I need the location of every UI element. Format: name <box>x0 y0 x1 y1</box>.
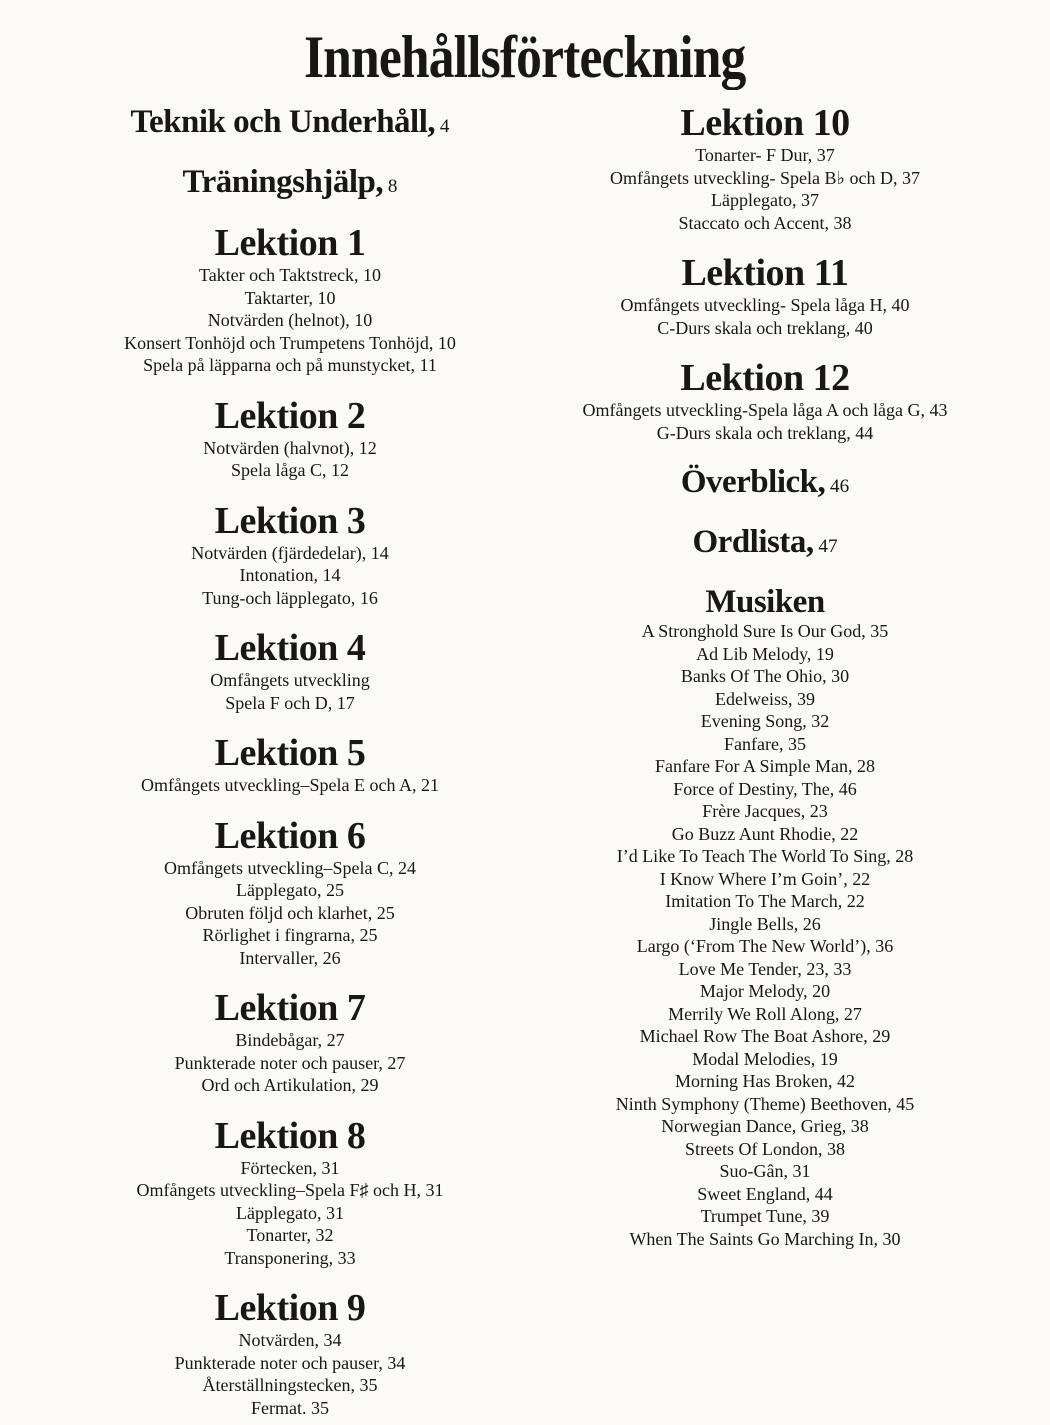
section-heading <box>35 104 545 145</box>
section-heading-text: Lektion 11 <box>681 252 849 294</box>
section-heading-text: Lektion 3 <box>214 499 366 542</box>
section-heading <box>35 224 545 262</box>
toc-entry: Förtecken, 31 <box>240 1157 340 1178</box>
section-heading <box>35 734 545 772</box>
toc-entry: Intonation, 14 <box>239 565 341 585</box>
toc-entry: Ad Lib Melody, 19 <box>696 643 834 664</box>
toc-entry: Konsert Tonhöjd och Trumpetens Tonhöjd, 10 <box>124 332 456 353</box>
toc-section <box>35 394 545 482</box>
section-heading-text: Lektion 7 <box>214 987 366 1029</box>
toc-entry: Norwegian Dance, Grieg, 38 <box>661 1116 869 1136</box>
toc-entry: Omfångets utveckling- Spela låga H, 40 <box>620 295 910 315</box>
section-heading-text: Lektion 1 <box>214 222 366 264</box>
toc-entry: Banks Of The Ohio, 30 <box>680 666 850 686</box>
toc-entry: Force of Destiny, The, 46 <box>673 778 857 799</box>
toc-section <box>35 989 545 1097</box>
toc-entry: Edelweiss, 39 <box>715 688 815 709</box>
section-heading-text: Lektion 4 <box>214 627 366 669</box>
toc-entry: Omfångets utveckling <box>210 670 370 690</box>
section-heading <box>35 989 545 1027</box>
toc-entry: Morning Has Broken, 42 <box>675 1071 855 1091</box>
section-heading-text: Lektion 5 <box>214 732 366 774</box>
toc-section <box>35 164 545 205</box>
toc-entry: Ord och Artikulation, 29 <box>201 1075 379 1095</box>
toc-entry: I Know Where I’m Goin’, 22 <box>659 868 871 889</box>
toc-section <box>555 584 975 1250</box>
toc-entry: Ninth Symphony (Theme) Beethoven, 45 <box>615 1093 915 1114</box>
toc-entry: A Stronghold Sure Is Our God, 35 <box>641 621 889 641</box>
toc-entry: When The Saints Go Marching In, 30 <box>629 1228 901 1249</box>
section-heading <box>35 629 545 667</box>
toc-section <box>35 104 545 145</box>
toc-entry: C-Durs skala och treklang, 40 <box>657 317 873 338</box>
toc-entry: Punkterade noter och pauser, 34 <box>174 1352 406 1373</box>
section-heading-text: Lektion 6 <box>214 814 366 857</box>
right-column <box>555 104 975 1425</box>
section-heading <box>35 164 545 205</box>
section-heading <box>35 1289 545 1327</box>
toc-entry: Sweet England, 44 <box>697 1183 833 1204</box>
toc-entry: Obruten följd och klarhet, 25 <box>185 902 395 923</box>
toc-entry: Punkterade noter och pauser, 27 <box>174 1052 406 1073</box>
toc-entry: Imitation To The March, 22 <box>665 891 865 911</box>
toc-entry: Fermat. 35 <box>251 1397 329 1418</box>
toc-section <box>35 1289 545 1419</box>
toc-section <box>35 499 545 610</box>
left-column <box>35 104 545 1425</box>
toc-entry: Frère Jacques, 23 <box>702 801 828 821</box>
section-heading-text: Överblick, <box>680 464 826 500</box>
toc-entry: Rörlighet i fingrarna, 25 <box>202 925 378 945</box>
toc-entry: Love Me Tender, 23, 33 <box>678 958 852 979</box>
toc-entry: Merrily We Roll Along, 27 <box>668 1003 862 1024</box>
toc-entry: Intervaller, 26 <box>239 947 341 968</box>
page-title <box>0 22 1050 92</box>
toc-section <box>35 224 545 377</box>
toc-entry: Tonarter, 32 <box>246 1225 334 1245</box>
toc-entry: Fanfare For A Simple Man, 28 <box>655 756 875 776</box>
toc-entry: Largo (‘From The New World’), 36 <box>636 936 894 956</box>
section-heading <box>555 584 975 620</box>
toc-entry: Staccato och Accent, 38 <box>678 212 852 233</box>
section-heading-text: Lektion 10 <box>680 102 850 144</box>
toc-entry: Läpplegato, 37 <box>711 190 819 210</box>
section-heading-text: Ordlista, <box>692 524 814 560</box>
toc-entry: Trumpet Tune, 39 <box>700 1206 830 1226</box>
section-heading-text: Musiken <box>705 584 825 620</box>
section-page-number: 4 <box>435 116 450 137</box>
toc-entry: Major Melody, 20 <box>699 981 831 1001</box>
toc-section <box>35 734 545 797</box>
toc-entry: Taktarter, 10 <box>244 287 336 308</box>
section-page-number: 46 <box>825 476 850 497</box>
toc-entry: Omfångets utveckling–Spela F♯ och H, 31 <box>136 1180 444 1200</box>
toc-entry: Notvärden (fjärdedelar), 14 <box>191 542 389 563</box>
toc-entry: Notvärden (helnot), 10 <box>207 310 373 330</box>
toc-section <box>35 814 545 970</box>
toc-entry: Läpplegato, 25 <box>236 880 344 900</box>
toc-entry: Omfångets utveckling- Spela B♭ och D, 37 <box>610 167 920 188</box>
section-heading <box>555 524 975 565</box>
section-page-number: 8 <box>383 176 398 197</box>
toc-entry: Omfångets utveckling-Spela låga A och låga G, 43 <box>582 400 948 420</box>
toc-section <box>35 1114 545 1270</box>
toc-entry: Läpplegato, 31 <box>236 1202 344 1223</box>
toc-entry: G-Durs skala och treklang, 44 <box>656 422 874 443</box>
toc-entry: Notvärden, 34 <box>238 1330 342 1350</box>
section-heading <box>35 394 545 437</box>
section-heading-text: Lektion 8 <box>214 1114 366 1157</box>
toc-entry: Evening Song, 32 <box>700 711 830 731</box>
toc-section <box>555 359 975 444</box>
toc-entry: Spela låga C, 12 <box>231 460 349 480</box>
toc-entry: Jingle Bells, 26 <box>709 913 821 934</box>
section-heading-text: Lektion 9 <box>214 1287 366 1329</box>
page-title-text: Innehållsförteckning <box>304 24 746 90</box>
toc-entry: Återställningstecken, 35 <box>202 1375 378 1395</box>
toc-entry: Notvärden (halvnot), 12 <box>203 437 377 458</box>
section-heading <box>555 104 975 142</box>
section-heading-text: Träningshjälp, <box>182 164 384 200</box>
toc-section <box>555 254 975 339</box>
toc-entry: Go Buzz Aunt Rhodie, 22 <box>671 823 859 844</box>
toc-section <box>35 629 545 714</box>
toc-entry: Streets Of London, 38 <box>685 1138 845 1159</box>
toc-section <box>555 104 975 234</box>
toc-entry: Spela F och D, 17 <box>225 692 355 713</box>
section-heading <box>555 254 975 292</box>
section-heading <box>35 814 545 857</box>
section-page-number: 47 <box>813 536 838 557</box>
section-heading <box>35 1114 545 1157</box>
toc-entry: Takter och Taktstreck, 10 <box>198 265 382 285</box>
toc-section <box>555 524 975 565</box>
toc-entry: Transponering, 33 <box>224 1247 356 1268</box>
toc-entry: Bindebågar, 27 <box>235 1030 345 1050</box>
section-heading <box>555 359 975 397</box>
section-heading-text: Lektion 12 <box>680 357 850 399</box>
section-heading-text: Lektion 2 <box>214 394 366 437</box>
toc-entry: Fanfare, 35 <box>724 733 806 754</box>
toc-entry: Suo-Gân, 31 <box>719 1161 811 1181</box>
toc-section <box>555 464 975 505</box>
toc-entry: Tonarter- F Dur, 37 <box>695 145 835 165</box>
toc-entry: Omfångets utveckling–Spela E och A, 21 <box>141 775 439 795</box>
section-heading <box>35 499 545 542</box>
toc-columns <box>0 104 1050 1425</box>
toc-entry: Modal Melodies, 19 <box>692 1048 838 1069</box>
toc-entry: Spela på läpparna och på munstycket, 11 <box>143 355 437 375</box>
section-heading-text: Teknik och Underhåll, <box>130 104 436 140</box>
section-heading <box>555 464 975 505</box>
toc-entry: Michael Row The Boat Ashore, 29 <box>639 1026 891 1046</box>
toc-entry: I’d Like To Teach The World To Sing, 28 <box>616 846 914 866</box>
toc-entry: Tung-och läpplegato, 16 <box>202 587 378 608</box>
toc-entry: Omfångets utveckling–Spela C, 24 <box>164 857 416 878</box>
